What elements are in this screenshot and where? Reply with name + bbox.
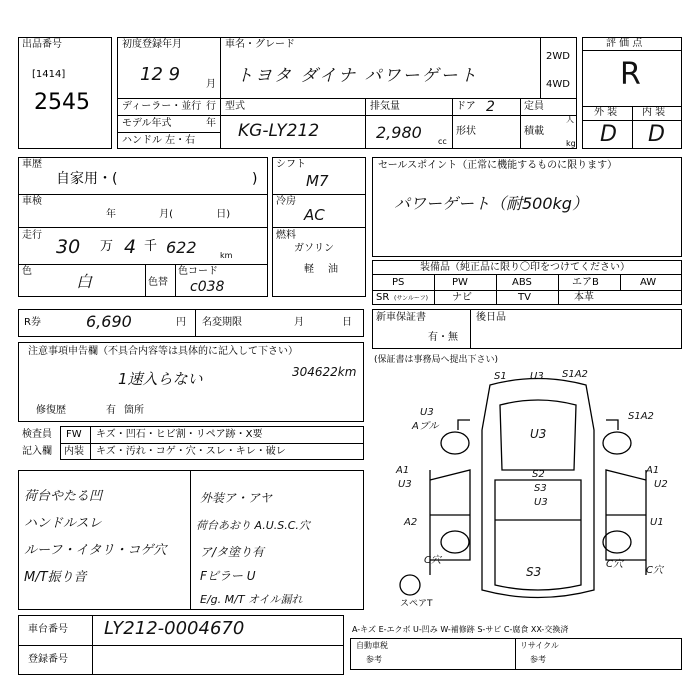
mark-16: C穴 <box>424 555 441 566</box>
fee-box <box>350 638 682 670</box>
equipment-label: 装備品（純正品に限り〇印をつけてください） <box>420 262 630 273</box>
door-value: 2 <box>486 99 495 115</box>
warranty-new-label: 新車保証書 <box>376 312 426 323</box>
equip-sr: SR <box>376 292 390 303</box>
mark-2: S1A2 <box>562 369 588 380</box>
inspection-label: 車検 <box>22 196 42 207</box>
date-label: 名変期限 <box>202 317 242 328</box>
spare-label: スペアT <box>400 599 433 609</box>
remark-left-2: ルーフ・イタリ・コゲ穴 <box>24 543 167 558</box>
reg-label: 登録番号 <box>28 654 68 665</box>
interior-value: D <box>648 122 665 147</box>
remark-right-3: Fピラー U <box>200 569 256 583</box>
name-grade-label: 車名・グレード <box>225 39 295 50</box>
equip-pw: PW <box>452 277 468 288</box>
mileage-sen: 4 <box>124 236 137 258</box>
drive-2wd: 2WD <box>546 51 570 62</box>
remark-left-3: M/T振り音 <box>24 570 87 585</box>
remark-right-0: 外装ア・アヤ <box>200 491 273 505</box>
remark-left-1: ハンドルスレ <box>24 516 102 531</box>
equip-sr-sub: (サンルーフ) <box>394 295 428 302</box>
mark-0: S1 <box>494 371 507 382</box>
exterior-label: 外 装 <box>594 107 618 118</box>
km-unit: km <box>220 251 233 260</box>
warranty-later-label: 後日品 <box>476 312 506 323</box>
color-value: 白 <box>76 272 93 291</box>
year-char: 年 <box>206 118 216 129</box>
entry-label: 記入欄 <box>22 446 52 457</box>
inspection-value: 年 月( 日) <box>106 209 231 220</box>
sen-char: 千 <box>144 239 158 254</box>
fuel-gasoline: ガソリン <box>294 243 334 254</box>
score-label: 評 価 点 <box>606 38 643 49</box>
mark-11: S2 <box>532 469 545 480</box>
mark-18: C穴 <box>646 565 663 576</box>
equip-ps: PS <box>392 277 405 288</box>
mark-4: Aブル <box>412 421 439 432</box>
drive-4wd: 4WD <box>546 79 570 90</box>
disp-unit: cc <box>438 137 447 146</box>
mark-5: S1A2 <box>628 411 654 422</box>
equip-tv: TV <box>518 292 531 303</box>
equip-airbag: エアB <box>572 277 599 288</box>
exterior-value: D <box>600 122 617 147</box>
interior-label: 内 装 <box>642 107 666 118</box>
model-year-label: モデル年式 <box>122 118 172 129</box>
inspector-fw: FW <box>66 429 82 440</box>
remark-left-0: 荷台やたる凹 <box>24 489 103 504</box>
mark-10: U2 <box>654 479 668 490</box>
door-label: ドア <box>456 101 476 112</box>
load-unit: kg <box>566 139 576 148</box>
capacity-unit: 人 <box>566 115 574 124</box>
first-reg-label: 初度登録年月 <box>122 39 182 50</box>
mark-13: U3 <box>534 497 548 508</box>
sales-point-value: パワーゲート（耐500kg） <box>394 194 588 213</box>
fuel-oil: 油 <box>328 264 338 275</box>
mark-19: S3 <box>526 565 542 579</box>
first-reg-value: 12 9 <box>140 64 181 85</box>
shift-label: シフト <box>276 159 306 170</box>
color-change-label: 色替 <box>148 277 168 288</box>
equip-leather: 本革 <box>574 292 594 303</box>
warranty-new-value: 有・無 <box>428 332 458 343</box>
shape-label: 形状 <box>456 126 476 137</box>
fuel-label: 燃料 <box>276 230 296 241</box>
mark-9: A1 <box>646 465 660 476</box>
type-value: KG-LY212 <box>238 121 320 141</box>
shift-value: M7 <box>306 172 329 190</box>
chassis-value: LY212-0004670 <box>104 618 245 639</box>
color-label: 色 <box>22 266 32 277</box>
color-code-label: 色コード <box>178 266 218 277</box>
equip-abs: ABS <box>512 277 532 288</box>
reg-fee-label: 自動車税 <box>356 641 388 650</box>
mark-1: U3 <box>530 371 544 382</box>
repair-label: 修復歴 <box>36 405 66 416</box>
mark-8: U3 <box>398 479 412 490</box>
recycle-fee-label: リサイクル <box>520 641 559 650</box>
notes-line1: 1速入らない <box>118 370 203 388</box>
ac-value: AC <box>304 206 325 224</box>
inspector-interior-items: キズ・汚れ・コゲ・穴・スレ・キレ・破レ <box>96 446 286 457</box>
notes-line1-extra: 304622km <box>292 365 357 379</box>
disp-label: 排気量 <box>370 101 400 112</box>
load-label: 積載 <box>524 126 544 137</box>
mark-12: S3 <box>534 483 547 494</box>
mark-7: A1 <box>396 465 410 476</box>
dealer-label: ディーラー・並行 <box>122 101 202 112</box>
reg-fee-sample: 参考 <box>366 655 382 664</box>
recycle-value: 6,690 <box>86 312 132 331</box>
notes-label: 注意事項申告欄（不具合内容等は具体的に記入して下さい） <box>28 346 298 357</box>
diagram-note: (保証書は事務局へ提出下さい) <box>374 355 499 365</box>
recycle-unit: 円 <box>176 317 186 328</box>
color-code-value: c038 <box>190 279 225 295</box>
lot-label: 出品番号 <box>22 39 62 50</box>
repair-value: 有 <box>106 405 116 416</box>
history-value: 自家用・( <box>56 171 118 187</box>
score-value: R <box>620 57 641 92</box>
mark-15: U1 <box>650 517 664 528</box>
handle-label: ハンドル 左・右 <box>122 135 196 146</box>
date-day: 日 <box>342 317 352 328</box>
remark-right-2: ア/タ塗り有 <box>200 545 265 559</box>
mileage-man: 30 <box>56 236 81 258</box>
remark-right-1: 荷台あおり A.U.S.C.穴 <box>196 519 310 532</box>
recycle-fee-sample: 参考 <box>530 655 546 664</box>
mark-6: U3 <box>530 427 547 441</box>
mileage-rest: 622 <box>166 238 197 257</box>
equip-aw: AW <box>640 277 657 288</box>
inspector-fw-items: キズ・凹石・ヒビ割・リペア跡・X要 <box>96 429 263 440</box>
inspector-interior: 内装 <box>64 446 84 457</box>
sales-point-label: セールスポイント（正常に機能するものに限ります） <box>378 160 618 171</box>
dealer-char: 行 <box>206 101 216 112</box>
man-char: 万 <box>100 239 114 254</box>
mark-17: C穴 <box>606 559 623 570</box>
history-close: ) <box>252 171 258 187</box>
remark-right-4: E/g. M/T オイル漏れ <box>200 593 303 606</box>
date-month: 月 <box>294 317 304 328</box>
history-label: 車歴 <box>22 159 42 170</box>
inspector-label: 検査員 <box>22 429 52 440</box>
mark-14: A2 <box>404 517 418 528</box>
chassis-label: 車台番号 <box>28 624 68 635</box>
capacity-label: 定員 <box>524 101 544 112</box>
name-grade-value: トヨタ ダイナ パワーゲート <box>236 66 479 86</box>
legend: A-キズ E-エクボ U-凹み W-補修跡 S-サビ C-腐食 XX-交換済 <box>352 625 569 634</box>
month-char: 月 <box>206 79 216 90</box>
lot-number: 2545 <box>34 90 90 115</box>
mark-3: U3 <box>420 407 434 418</box>
mileage-label: 走行 <box>22 230 42 241</box>
type-label: 型式 <box>225 101 245 112</box>
lot-code: [1414] <box>32 69 66 80</box>
ac-label: 冷房 <box>276 196 296 207</box>
fuel-light: 軽 <box>304 264 314 275</box>
recycle-label: R券 <box>24 317 41 328</box>
equip-navi: ナビ <box>452 292 472 303</box>
repair-part: 箇所 <box>124 405 144 416</box>
disp-value: 2,980 <box>376 123 422 142</box>
